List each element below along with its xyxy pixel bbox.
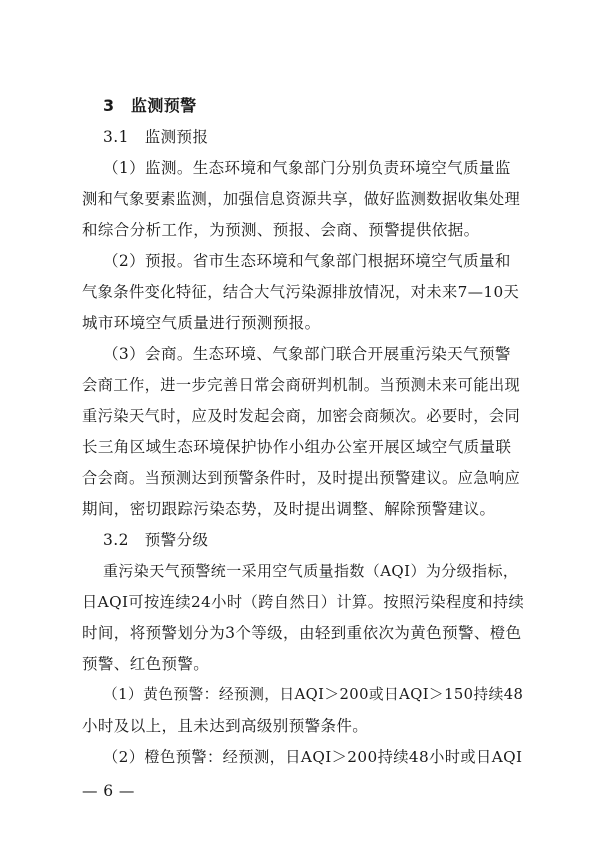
paragraph-line: 时间，将预警划分为3个等级，由轻到重依次为黄色预警、橙色 — [82, 624, 522, 642]
paragraph-line: 日AQI可按连续24小时（跨自然日）计算。按照污染程度和持续 — [82, 593, 525, 611]
paragraph-line: 小时及以上，且未达到高级别预警条件。 — [82, 717, 369, 735]
paragraph-line: 重污染天气预警统一采用空气质量指数（AQI）为分级指标， — [103, 562, 519, 580]
paragraph-line: 期间，密切跟踪污染态势，及时提出调整、解除预警建议。 — [82, 500, 496, 518]
paragraph-line: 测和气象要素监测，加强信息资源共享，做好监测数据收集处理 — [82, 190, 521, 208]
paragraph-line: （2）预报。省市生态环境和气象部门根据环境空气质量和 — [103, 252, 511, 270]
paragraph-line: （1）监测。生态环境和气象部门分别负责环境空气质量监 — [103, 159, 511, 177]
section-heading: 3 监测预警 — [103, 96, 197, 115]
paragraph-line: 重污染天气时，应及时发起会商，加密会商频次。必要时，会同 — [82, 407, 521, 425]
paragraph-line: （2）橙色预警：经预测，日AQI＞200持续48小时或日AQI — [103, 748, 523, 766]
paragraph-line: 会商工作，进一步完善日常会商研判机制。当预测未来可能出现 — [82, 376, 521, 394]
paragraph-line: 预警、红色预警。 — [82, 655, 210, 673]
paragraph-line: （3）会商。生态环境、气象部门联合开展重污染天气预警 — [103, 345, 511, 363]
subsection-heading-3-2: 3.2 预警分级 — [103, 531, 209, 549]
paragraph-line: 气象条件变化特征，结合大气污染源排放情况，对未来7—10天 — [82, 283, 520, 301]
paragraph-line: 城市环境空气质量进行预测预报。 — [82, 314, 321, 332]
subsection-heading-3-1: 3.1 监测预报 — [103, 128, 209, 146]
paragraph-line: 和综合分析工作，为预测、预报、会商、预警提供依据。 — [82, 221, 480, 239]
paragraph-line: 长三角区域生态环境保护协作小组办公室开展区域空气质量联 — [82, 438, 512, 456]
paragraph-line: 合会商。当预测达到预警条件时，及时提出预警建议。应急响应 — [82, 469, 521, 487]
paragraph-line: （1）黄色预警：经预测，日AQI＞200或日AQI＞150持续48 — [103, 686, 524, 703]
page-number: — 6 — — [82, 782, 135, 800]
